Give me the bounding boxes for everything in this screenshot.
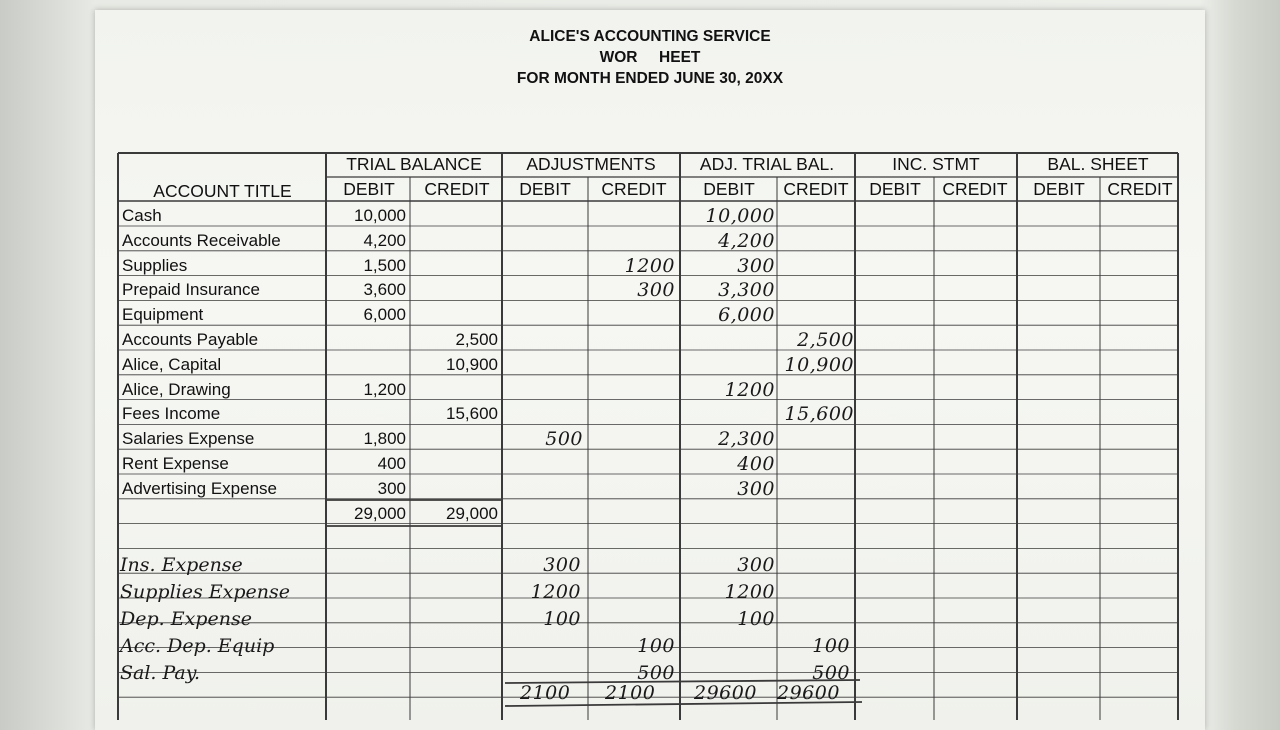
atb-debit: 3,300 xyxy=(718,279,775,302)
added-atb-credit: 100 xyxy=(812,635,850,657)
is-credit-header: CREDIT xyxy=(942,179,1008,199)
adj-total-debit: 2100 xyxy=(520,682,571,704)
inc-stmt-header: INC. STMT xyxy=(892,154,980,174)
account-title: Supplies xyxy=(122,255,188,275)
atb-total-debit: 29600 xyxy=(694,682,757,704)
adj-credit-header: CREDIT xyxy=(601,179,667,199)
account-title: Accounts Payable xyxy=(122,330,259,349)
adj-total-credit: 2100 xyxy=(605,682,656,704)
added-adj-credit: 500 xyxy=(637,662,675,684)
atb-debit: 1200 xyxy=(724,378,775,401)
adj-credit: 1200 xyxy=(624,254,675,277)
added-adj-debit: 300 xyxy=(543,554,581,576)
tb-debit: 4,200 xyxy=(363,230,406,250)
atb-credit: 15,600 xyxy=(784,403,854,426)
adj-credit: 300 xyxy=(637,279,675,302)
atb-credit: 10,900 xyxy=(784,353,854,376)
document-title: WOR HEET xyxy=(599,49,701,66)
added-adj-debit: 100 xyxy=(543,608,581,630)
account-title: Fees Income xyxy=(122,404,221,424)
account-title: Equipment xyxy=(122,305,204,325)
added-adj-credit: 100 xyxy=(637,635,675,657)
tb-credit: 10,900 xyxy=(446,354,498,374)
added-adj-debit: 1200 xyxy=(530,581,581,603)
bal-sheet-header: BAL. SHEET xyxy=(1047,154,1149,174)
atb-credit-header: CREDIT xyxy=(783,179,849,199)
adjustments-header: ADJUSTMENTS xyxy=(526,154,656,174)
atb-debit-header: DEBIT xyxy=(703,179,755,199)
adj-debit-header: DEBIT xyxy=(519,179,571,199)
tb-total-debit: 29,000 xyxy=(354,504,406,523)
period-line: FOR MONTH ENDED JUNE 30, 20XX xyxy=(516,70,784,87)
added-atb-debit: 1200 xyxy=(724,581,775,603)
tb-credit-header: CREDIT xyxy=(424,179,490,199)
tb-debit: 3,600 xyxy=(363,280,406,300)
tb-credit: 2,500 xyxy=(455,330,498,349)
account-title: Alice, Drawing xyxy=(122,379,231,399)
added-account-title: Acc. Dep. Equip xyxy=(120,635,275,657)
account-title: Rent Expense xyxy=(122,454,229,473)
account-title-header: ACCOUNT TITLE xyxy=(153,181,292,201)
account-title: Advertising Expense xyxy=(122,478,277,498)
tb-debit: 300 xyxy=(377,478,406,498)
tb-credit: 15,600 xyxy=(446,404,498,424)
trial-balance-header: TRIAL BALANCE xyxy=(346,154,482,174)
atb-debit: 2,300 xyxy=(718,428,775,451)
tb-debit: 400 xyxy=(377,454,406,473)
tb-debit: 6,000 xyxy=(363,305,406,325)
account-title: Prepaid Insurance xyxy=(122,280,260,300)
tb-debit: 1,800 xyxy=(363,429,406,449)
bs-debit-header: DEBIT xyxy=(1033,179,1085,199)
atb-debit: 4,200 xyxy=(718,229,775,252)
account-title: Salaries Expense xyxy=(122,429,255,449)
tb-debit: 10,000 xyxy=(354,206,406,225)
tb-debit: 1,200 xyxy=(363,379,406,399)
tb-debit-header: DEBIT xyxy=(343,179,395,199)
added-atb-debit: 100 xyxy=(737,608,775,630)
adj-debit: 500 xyxy=(545,428,583,451)
atb-debit: 300 xyxy=(737,254,775,277)
added-account-title: Supplies Expense xyxy=(120,581,290,603)
tb-total-credit: 29,000 xyxy=(446,504,498,523)
tb-debit: 1,500 xyxy=(363,255,406,275)
adj-trial-bal-header: ADJ. TRIAL BAL. xyxy=(699,154,835,174)
bs-credit-header: CREDIT xyxy=(1107,179,1173,199)
added-account-title: Sal. Pay. xyxy=(120,662,201,684)
added-account-title: Ins. Expense xyxy=(120,554,243,576)
atb-credit: 2,500 xyxy=(797,329,854,351)
added-atb-debit: 300 xyxy=(737,554,775,576)
company-name: ALICE'S ACCOUNTING SERVICE xyxy=(529,28,771,45)
account-title: Cash xyxy=(122,206,162,225)
added-atb-credit: 500 xyxy=(812,662,850,684)
is-debit-header: DEBIT xyxy=(869,179,921,199)
account-title: Accounts Receivable xyxy=(122,230,281,250)
atb-debit: 10,000 xyxy=(705,205,775,227)
added-account-title: Dep. Expense xyxy=(120,608,252,630)
atb-total-credit: 29600 xyxy=(777,682,840,704)
atb-debit: 400 xyxy=(737,453,775,475)
account-title: Alice, Capital xyxy=(122,354,222,374)
atb-debit: 6,000 xyxy=(718,304,775,327)
atb-debit: 300 xyxy=(737,477,775,500)
